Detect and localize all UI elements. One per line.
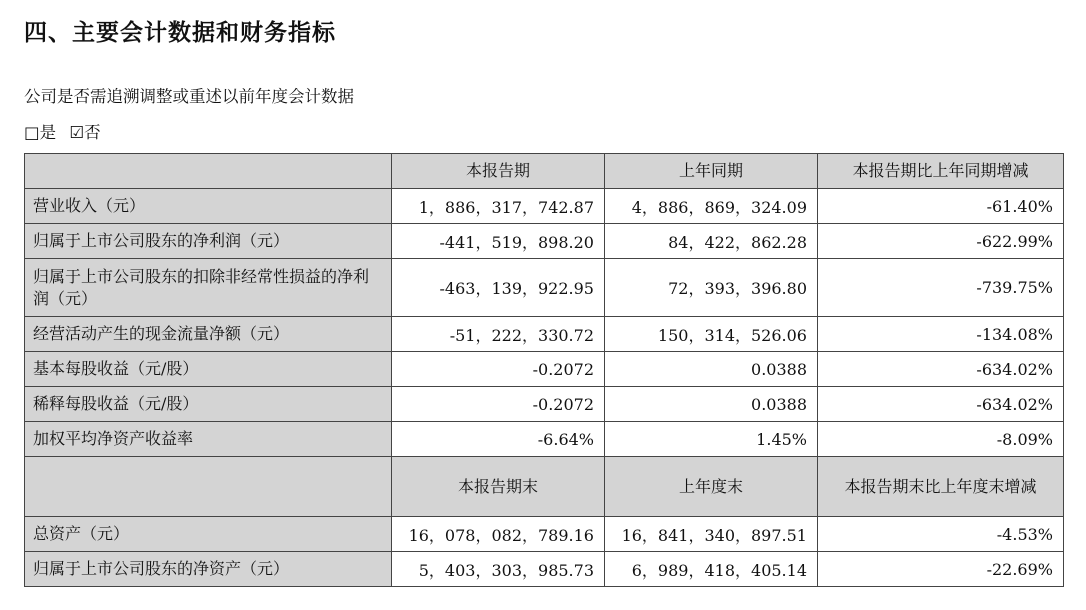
- section-heading: 四、主要会计数据和财务指标: [24, 20, 336, 46]
- change-value: -8.09%: [818, 422, 1064, 457]
- subheader-blank: [25, 457, 392, 517]
- prior-value: 1.45%: [605, 422, 818, 457]
- prior-value: 84，422，862.28: [605, 224, 818, 259]
- financial-indicators-table: [24, 153, 1064, 587]
- current-value: 1，886，317，742.87: [392, 189, 605, 224]
- prior-value: 150，314，526.06: [605, 317, 818, 352]
- table-row: [25, 387, 1064, 422]
- option-no-label: 否: [84, 123, 101, 142]
- header-blank: [25, 154, 392, 189]
- current-value: -463，139，922.95: [392, 259, 605, 317]
- current-value: -51，222，330.72: [392, 317, 605, 352]
- table-row: [25, 317, 1064, 352]
- header-prior-period: 上年同期: [605, 154, 818, 189]
- option-yes-label: 是: [39, 123, 57, 142]
- current-value: -0.2072: [392, 387, 605, 422]
- change-value: -739.75%: [818, 259, 1064, 317]
- change-value: -622.99%: [818, 224, 1064, 259]
- table-row: [25, 189, 1064, 224]
- header-prior-year-end: 上年度末: [605, 457, 818, 517]
- row-label: 归属于上市公司股东的净资产（元）: [25, 552, 392, 587]
- header-period-end: 本报告期末: [392, 457, 605, 517]
- table-row: [25, 552, 1064, 587]
- table-header-row: [25, 154, 1064, 189]
- table-row: [25, 352, 1064, 387]
- table-subheader-row: [25, 457, 1064, 517]
- prior-value: 0.0388: [605, 387, 818, 422]
- row-label: 稀释每股收益（元/股）: [25, 387, 392, 422]
- row-label: 经营活动产生的现金流量净额（元）: [25, 317, 392, 352]
- table-row: [25, 224, 1064, 259]
- current-value: -441，519，898.20: [392, 224, 605, 259]
- prior-value: 6，989，418，405.14: [605, 552, 818, 587]
- restatement-options: [24, 119, 109, 143]
- current-value: 5，403，303，985.73: [392, 552, 605, 587]
- table-row: [25, 422, 1064, 457]
- checkbox-checked-icon: ☑: [69, 123, 85, 142]
- header-current-period: 本报告期: [392, 154, 605, 189]
- change-value: -61.40%: [818, 189, 1064, 224]
- change-value: -22.69%: [818, 552, 1064, 587]
- change-value: -134.08%: [818, 317, 1064, 352]
- change-value: -4.53%: [818, 517, 1064, 552]
- row-label: 基本每股收益（元/股）: [25, 352, 392, 387]
- row-label: 营业收入（元）: [25, 189, 392, 224]
- row-label: 归属于上市公司股东的净利润（元）: [25, 224, 392, 259]
- table-row: [25, 517, 1064, 552]
- current-value: 16，078，082，789.16: [392, 517, 605, 552]
- change-value: -634.02%: [818, 352, 1064, 387]
- current-value: -0.2072: [392, 352, 605, 387]
- prior-value: 72，393，396.80: [605, 259, 818, 317]
- prior-value: 0.0388: [605, 352, 818, 387]
- checkbox-unchecked-icon: □: [24, 123, 40, 142]
- table-row: [25, 259, 1064, 317]
- prior-value: 4，886，869，324.09: [605, 189, 818, 224]
- header-change: 本报告期比上年同期增减: [818, 154, 1064, 189]
- row-label: 总资产（元）: [25, 517, 392, 552]
- row-label: 归属于上市公司股东的扣除非经常性损益的净利润（元）: [25, 259, 392, 317]
- change-value: -634.02%: [818, 387, 1064, 422]
- current-value: -6.64%: [392, 422, 605, 457]
- prior-value: 16，841，340，897.51: [605, 517, 818, 552]
- header-period-end-change: 本报告期末比上年度末增减: [818, 457, 1064, 517]
- option-yes[interactable]: [24, 123, 56, 142]
- restatement-question: 公司是否需追溯调整或重述以前年度会计数据: [24, 87, 354, 106]
- row-label: 加权平均净资产收益率: [25, 422, 392, 457]
- option-no[interactable]: [69, 123, 100, 142]
